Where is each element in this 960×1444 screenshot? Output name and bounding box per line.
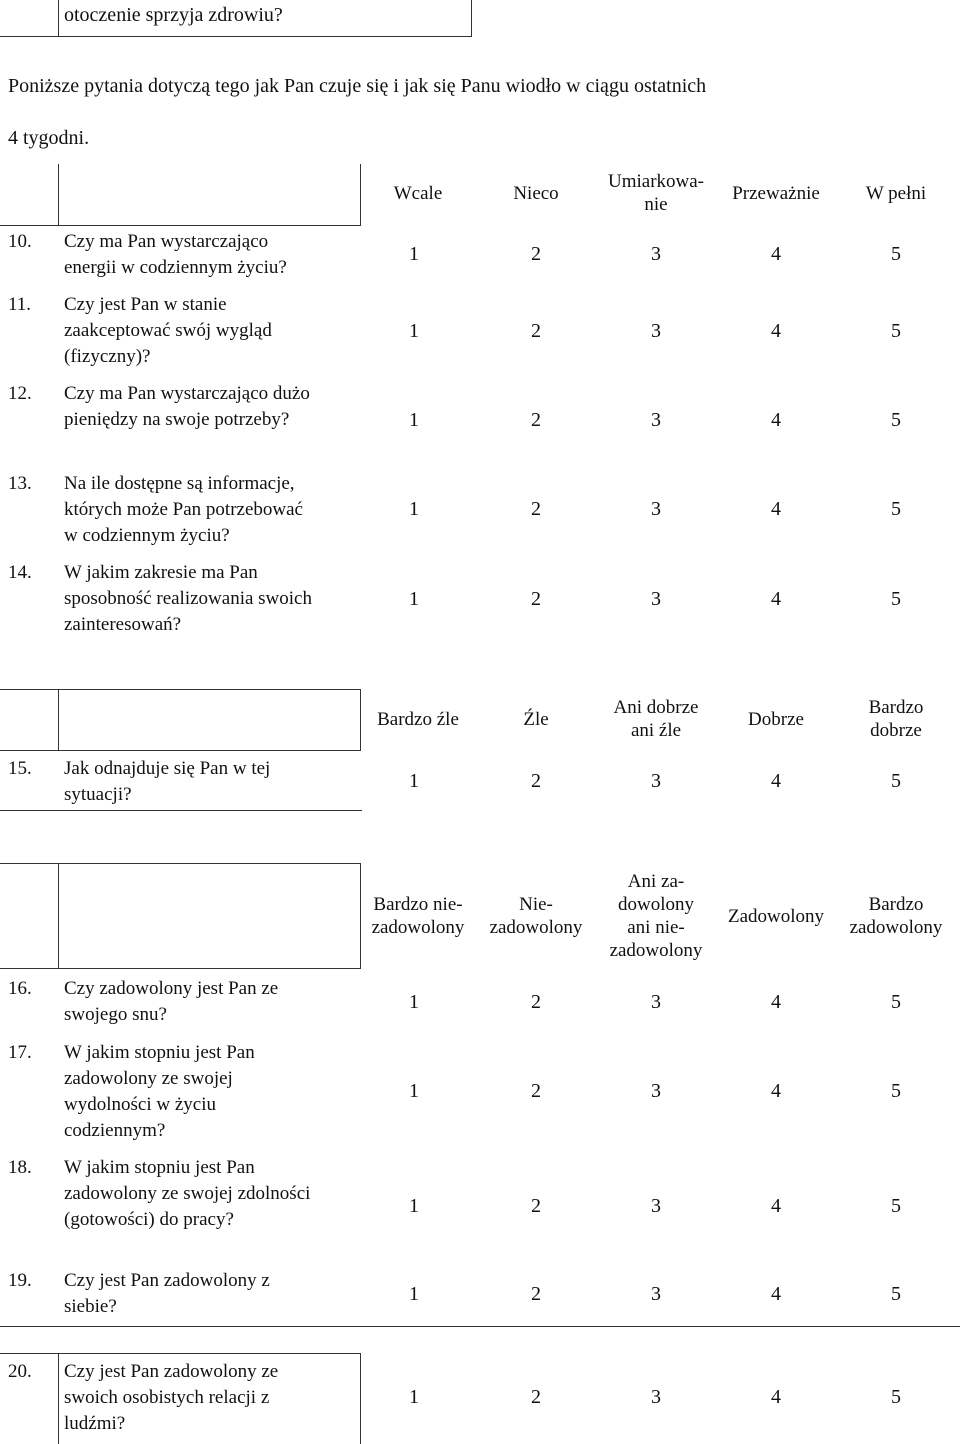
scale-option-3[interactable]: 3 [651, 498, 661, 520]
question-text: Czy jest Pan w stanie zaakceptować swój wygląd (fizyczny)? [64, 294, 272, 367]
scale-option-1[interactable]: 1 [409, 320, 419, 342]
question-text: W jakim zakresie ma Pan sposobność realizowania swoich zainteresowań? [64, 562, 312, 635]
question-number: 17. [8, 1042, 32, 1063]
question-text: Czy ma Pan wystarczająco dużo pieniędzy na swoje potrzeby? [64, 383, 310, 430]
scale-option-3[interactable]: 3 [651, 320, 661, 342]
question-number: 15. [8, 758, 32, 779]
section1-header-3: Umiarkowa- nie [607, 171, 705, 215]
scale-option-4[interactable]: 4 [771, 320, 781, 342]
scale-option-1[interactable]: 1 [409, 991, 419, 1013]
scale-option-3[interactable]: 3 [651, 770, 661, 792]
section3-header-1: Bardzo nie- zadowolony [371, 894, 465, 938]
scale-option-2[interactable]: 2 [531, 1195, 541, 1217]
top-row-number-cell [0, 0, 59, 37]
question-number: 11. [8, 294, 32, 315]
question-number: 13. [8, 473, 32, 494]
intro-line-2: 4 tygodni. [8, 127, 90, 149]
scale-option-3[interactable]: 3 [651, 991, 661, 1013]
question-number: 18. [8, 1157, 32, 1178]
section1-header-1: Wcale [393, 183, 443, 204]
section2-header-3: Ani dobrze ani źle [613, 697, 699, 741]
scale-option-5[interactable]: 5 [891, 1080, 901, 1102]
scale-option-5[interactable]: 5 [891, 243, 901, 265]
scale-option-1[interactable]: 1 [409, 1386, 419, 1408]
section1-header-number-cell [0, 164, 59, 226]
scale-option-1[interactable]: 1 [409, 409, 419, 431]
scale-option-2[interactable]: 2 [531, 243, 541, 265]
scale-option-1[interactable]: 1 [409, 243, 419, 265]
scale-option-3[interactable]: 3 [651, 588, 661, 610]
section3-header-5: Bardzo zadowolony [849, 894, 943, 938]
question-number: 20. [8, 1361, 32, 1382]
scale-option-1[interactable]: 1 [409, 1195, 419, 1217]
scale-option-4[interactable]: 4 [771, 991, 781, 1013]
scale-option-1[interactable]: 1 [409, 770, 419, 792]
question-text: Czy jest Pan zadowolony ze swoich osobistych relacji z ludźmi? [64, 1361, 279, 1434]
scale-option-5[interactable]: 5 [891, 320, 901, 342]
scale-option-4[interactable]: 4 [771, 588, 781, 610]
scale-option-3[interactable]: 3 [651, 1080, 661, 1102]
section2-header-blank-cell [58, 689, 361, 751]
section3-header-number-cell [0, 863, 59, 969]
scale-option-3[interactable]: 3 [651, 243, 661, 265]
question-text: Jak odnajduje się Pan w tej sytuacji? [64, 758, 271, 805]
question-number: 12. [8, 383, 32, 404]
scale-option-3[interactable]: 3 [651, 409, 661, 431]
scale-option-4[interactable]: 4 [771, 1283, 781, 1305]
section1-header-4: Przeważnie [732, 183, 820, 204]
section3-header-3: Ani za- dowolony ani nie- zadowolony [609, 871, 703, 961]
question-text: Czy ma Pan wystarczająco energii w codziennym życiu? [64, 231, 287, 278]
scale-option-5[interactable]: 5 [891, 588, 901, 610]
scale-option-2[interactable]: 2 [531, 588, 541, 610]
scale-option-2[interactable]: 2 [531, 409, 541, 431]
question-number: 10. [8, 231, 32, 252]
scale-option-4[interactable]: 4 [771, 498, 781, 520]
scale-option-4[interactable]: 4 [771, 770, 781, 792]
scale-option-2[interactable]: 2 [531, 498, 541, 520]
scale-option-2[interactable]: 2 [531, 1080, 541, 1102]
section2-header-5: Bardzo dobrze [868, 697, 924, 741]
scale-option-2[interactable]: 2 [531, 320, 541, 342]
section3-rule [0, 1326, 960, 1327]
scale-option-1[interactable]: 1 [409, 1080, 419, 1102]
section2-header-1: Bardzo źle [377, 709, 459, 730]
scale-option-3[interactable]: 3 [651, 1195, 661, 1217]
section2-bottom-rule [0, 810, 362, 811]
question-number: 16. [8, 978, 32, 999]
scale-option-5[interactable]: 5 [891, 1386, 901, 1408]
section1-header-5: W pełni [865, 183, 927, 204]
section1-header-blank-cell [58, 164, 361, 226]
top-row-text: otoczenie sprzyja zdrowiu? [64, 4, 283, 26]
scale-option-4[interactable]: 4 [771, 1080, 781, 1102]
scale-option-5[interactable]: 5 [891, 991, 901, 1013]
scale-option-3[interactable]: 3 [651, 1386, 661, 1408]
question-text: W jakim stopniu jest Pan zadowolony ze swojej zdolności (gotowości) do pracy? [64, 1157, 311, 1230]
scale-option-4[interactable]: 4 [771, 243, 781, 265]
section3-header-4: Zadowolony [727, 906, 825, 927]
scale-option-5[interactable]: 5 [891, 1195, 901, 1217]
section2-header-4: Dobrze [748, 709, 804, 730]
intro-line-1: Poniższe pytania dotyczą tego jak Pan czuje się i jak się Panu wiodło w ciągu ostatnich [8, 75, 707, 97]
scale-option-2[interactable]: 2 [531, 1283, 541, 1305]
question-number: 19. [8, 1270, 32, 1291]
question-text: Czy zadowolony jest Pan ze swojego snu? [64, 978, 279, 1025]
scale-option-4[interactable]: 4 [771, 1195, 781, 1217]
question-text: Czy jest Pan zadowolony z siebie? [64, 1270, 270, 1317]
scale-option-1[interactable]: 1 [409, 498, 419, 520]
scale-option-1[interactable]: 1 [409, 1283, 419, 1305]
section3-header-blank-cell [58, 863, 361, 969]
question-number: 14. [8, 562, 32, 583]
scale-option-4[interactable]: 4 [771, 409, 781, 431]
section2-header-number-cell [0, 689, 59, 751]
scale-option-4[interactable]: 4 [771, 1386, 781, 1408]
scale-option-5[interactable]: 5 [891, 1283, 901, 1305]
section1-header-2: Nieco [513, 183, 559, 204]
question-text: W jakim stopniu jest Pan zadowolony ze swojej wydolności w życiu codziennym? [64, 1042, 255, 1141]
section3-header-2: Nie- zadowolony [489, 894, 583, 938]
scale-option-3[interactable]: 3 [651, 1283, 661, 1305]
scale-option-1[interactable]: 1 [409, 588, 419, 610]
scale-option-2[interactable]: 2 [531, 1386, 541, 1408]
scale-option-2[interactable]: 2 [531, 991, 541, 1013]
scale-option-5[interactable]: 5 [891, 498, 901, 520]
scale-option-5[interactable]: 5 [891, 770, 901, 792]
scale-option-5[interactable]: 5 [891, 409, 901, 431]
question-text: Na ile dostępne są informacje, których może Pan potrzebować w codziennym życiu? [64, 473, 303, 546]
section2-header-2: Źle [523, 709, 549, 730]
scale-option-2[interactable]: 2 [531, 770, 541, 792]
